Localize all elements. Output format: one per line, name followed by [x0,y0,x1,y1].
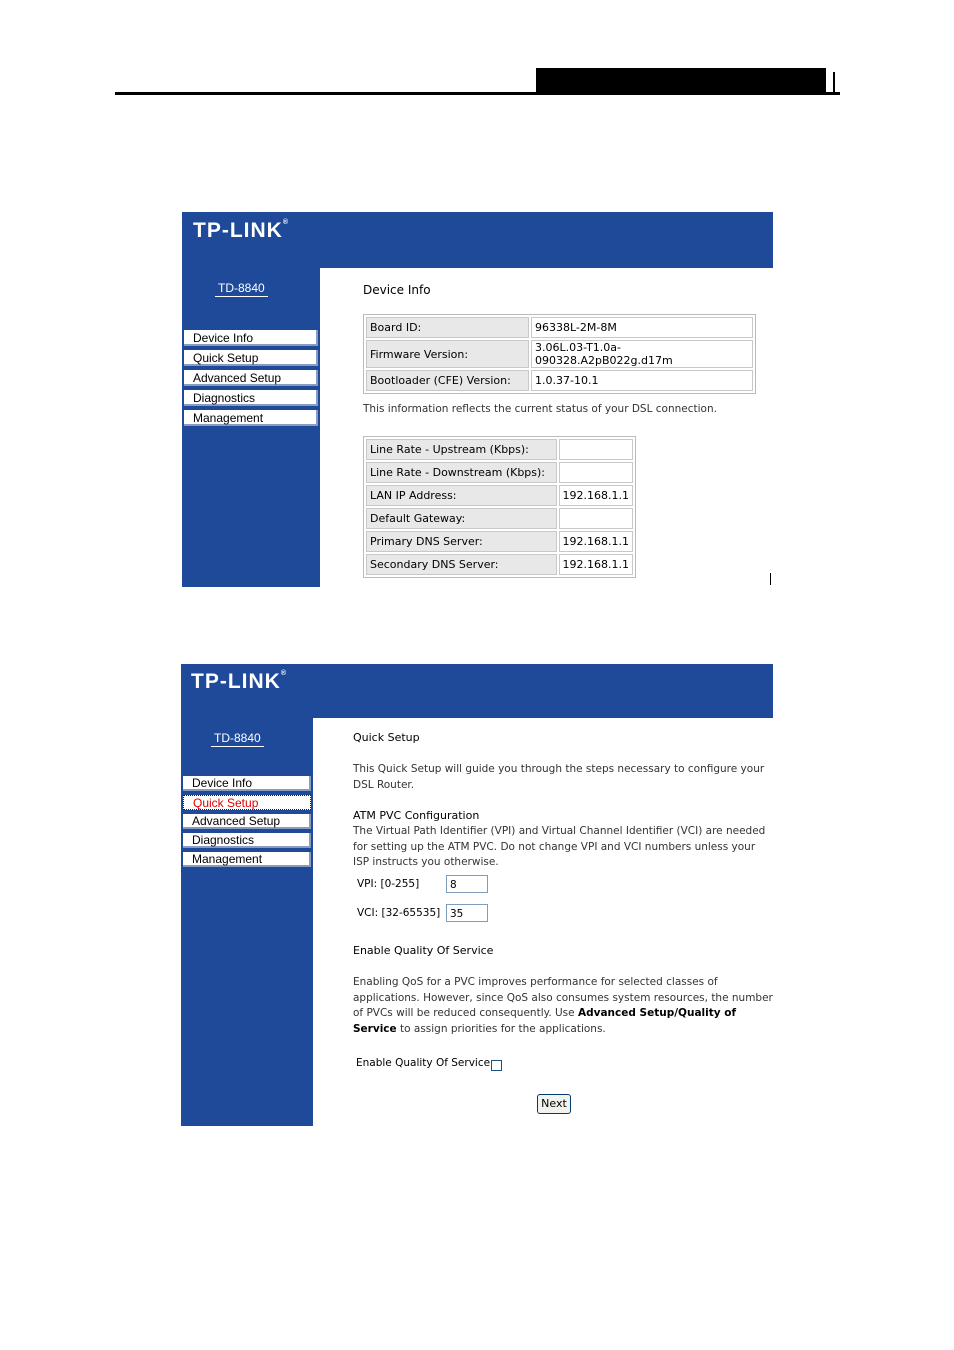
table-row [366,554,633,575]
row-value [559,439,633,460]
qos-checkbox[interactable] [491,1060,502,1071]
row-value [559,462,633,483]
connection-status-table [363,436,636,578]
qos-text [353,975,773,1037]
qos-link-text: Service [353,1022,397,1035]
sidebar-nav [183,776,311,871]
status-text: This information reflects the current status of your DSL connection. [363,403,717,415]
row-value [559,508,633,529]
tp-link-logo: TP-LINK® [193,219,289,242]
row-label: Line Rate - Downstream (Kbps): [366,462,557,483]
row-label: Bootloader (CFE) Version: [366,370,529,391]
sidebar-item-quick-setup[interactable]: Quick Setup [184,350,318,366]
table-row [366,531,633,552]
sidebar-item-advanced-setup[interactable]: Advanced Setup [183,814,311,829]
table-row [366,340,753,368]
model-name: TD-8840 [211,731,264,747]
row-label: Firmware Version: [366,340,529,368]
device-info-screenshot [182,212,773,587]
table-row [366,439,633,460]
row-value: 3.06L.03-T1.0a-090328.A2pB022g.d17m [531,340,753,368]
row-label: Board ID: [366,317,529,338]
intro-line: This Quick Setup will guide you through the steps necessary to configure your [353,763,765,775]
sidebar-item-device-info[interactable]: Device Info [183,776,311,791]
scroll-edge [770,573,771,585]
sidebar-item-diagnostics[interactable]: Diagnostics [184,390,318,406]
sidebar-nav [184,330,318,430]
header-bar [536,68,826,93]
intro-line: DSL Router. [353,778,415,791]
sidebar-item-management[interactable]: Management [183,852,311,867]
page-title: Quick Setup [353,731,420,744]
model-name: TD-8840 [215,281,268,297]
device-info-table [363,314,756,394]
quick-setup-screenshot [181,664,773,1126]
vci-label: VCI: [32-65535] [357,907,441,919]
sidebar-item-management[interactable]: Management [184,410,318,426]
qos-checkbox-label: Enable Quality Of Service [356,1057,491,1069]
row-label: Secondary DNS Server: [366,554,557,575]
sidebar-item-advanced-setup[interactable]: Advanced Setup [184,370,318,386]
page-title: Device Info [363,283,431,297]
vpi-label: VPI: [0-255] [357,878,420,890]
table-row [366,462,633,483]
atm-heading: ATM PVC Configuration [353,809,480,822]
qos-line: Enabling QoS for a PVC improves performance for selected classes of [353,976,718,988]
row-label: Line Rate - Upstream (Kbps): [366,439,557,460]
qos-link-text: Advanced Setup/Quality of [577,1007,737,1019]
row-label: LAN IP Address: [366,485,557,506]
content-corner [320,268,334,282]
table-row [366,370,753,391]
row-value: 96338L-2M-8M [531,317,753,338]
next-button[interactable]: Next [537,1094,571,1114]
atm-line: ISP instructs you otherwise. [353,856,499,868]
sidebar-item-device-info[interactable]: Device Info [184,330,318,346]
header-tick [833,72,835,93]
atm-line: for setting up the ATM PVC. Do not change VPI and VCI numbers unless your [353,840,756,853]
qos-line: Service to assign priorities for the applications. [353,1022,606,1035]
row-value: 192.168.1.1 [559,485,633,506]
header-rule [115,92,840,95]
row-value: 192.168.1.1 [559,531,633,552]
row-label: Primary DNS Server: [366,531,557,552]
intro-text [353,762,764,793]
atm-text [353,824,765,871]
row-label: Default Gateway: [366,508,557,529]
tp-link-logo: TP-LINK® [191,670,287,693]
row-value: 1.0.37-10.1 [531,370,753,391]
sidebar-item-diagnostics[interactable]: Diagnostics [183,833,311,848]
content-corner [313,718,327,732]
qos-line: applications. However, since QoS also consumes system resources, the number [353,991,773,1004]
atm-line: The Virtual Path Identifier (VPI) and Virtual Channel Identifier (VCI) are needed [353,825,766,837]
table-row [366,485,633,506]
qos-line: of PVCs will be reduced consequently. Use Advanced Setup/Quality of [353,1007,737,1019]
vci-input[interactable]: 35 [446,904,488,922]
table-row [366,508,633,529]
table-row [366,317,753,338]
qos-heading: Enable Quality Of Service [353,944,494,957]
sidebar-item-quick-setup[interactable]: Quick Setup [183,795,311,810]
row-value: 192.168.1.1 [559,554,633,575]
vpi-input[interactable]: 8 [446,875,488,893]
